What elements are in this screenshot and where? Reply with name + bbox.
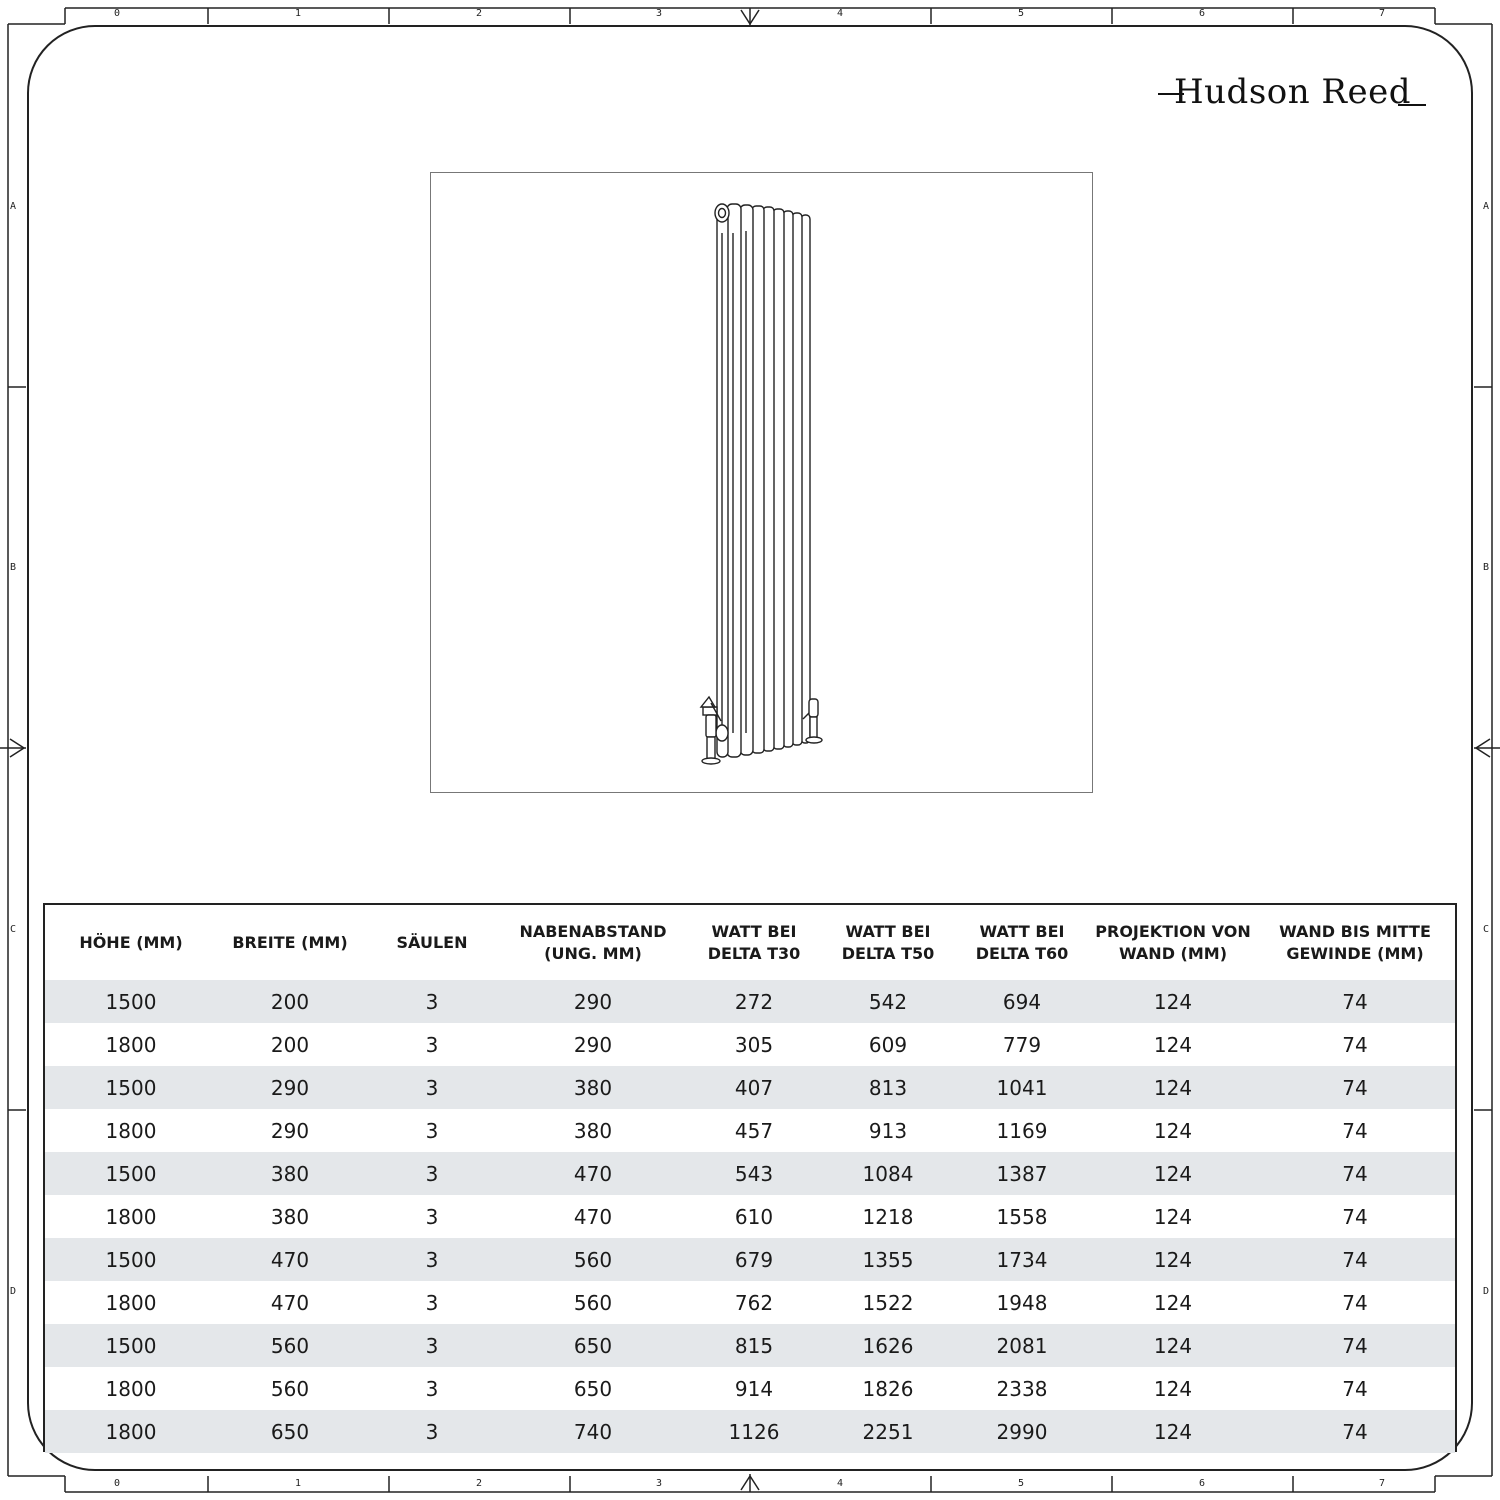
- ruler-row-label: B: [1483, 562, 1490, 573]
- ruler-col-label: 4: [837, 1478, 844, 1489]
- column-header-line: DELTA T50: [841, 943, 935, 963]
- table-cell: 1126: [685, 1410, 823, 1453]
- table-cell: 3: [363, 980, 501, 1023]
- table-cell: 380: [573, 1118, 613, 1143]
- ruler-col-label: 6: [1199, 8, 1206, 19]
- table-cell: 1948: [996, 1290, 1048, 1315]
- table-cell: 1500: [45, 1066, 217, 1109]
- table-cell: 305: [734, 1032, 774, 1057]
- table-cell: 1800: [105, 1376, 157, 1401]
- table-cell: 694: [953, 980, 1091, 1023]
- table-cell: 3: [363, 1152, 501, 1195]
- spec-table: [43, 903, 1457, 1452]
- table-header-row: [45, 905, 1455, 980]
- table-cell: 1800: [45, 1410, 217, 1453]
- table-cell: 1558: [996, 1204, 1048, 1229]
- table-cell: 124: [1091, 1152, 1255, 1195]
- table-row: [45, 1324, 1455, 1367]
- column-header: [823, 905, 953, 980]
- ruler-row-label: D: [10, 1286, 17, 1297]
- column-header-line: GEWINDE (MM): [1286, 943, 1424, 963]
- column-header-line: PROJEKTION VON: [1095, 921, 1251, 941]
- table-cell: 470: [270, 1290, 310, 1315]
- table-cell: 290: [573, 1032, 613, 1057]
- table-cell: 1800: [105, 1204, 157, 1229]
- table-cell: 380: [217, 1152, 363, 1195]
- table-cell: 914: [734, 1376, 774, 1401]
- column-header: [1255, 905, 1455, 980]
- ruler-col-label: 1: [295, 1478, 302, 1489]
- table-cell: 3: [425, 1032, 439, 1057]
- table-cell: 650: [501, 1324, 685, 1367]
- table-cell: 74: [1342, 1290, 1368, 1315]
- column-header: [217, 905, 363, 980]
- table-row: [45, 1109, 1455, 1152]
- table-cell: 3: [363, 1066, 501, 1109]
- table-cell: 2338: [996, 1376, 1048, 1401]
- table-cell: 3: [363, 1324, 501, 1367]
- table-cell: 124: [1153, 1376, 1193, 1401]
- table-cell: 2251: [823, 1410, 953, 1453]
- table-cell: 1218: [862, 1204, 914, 1229]
- table-cell: 74: [1342, 1204, 1368, 1229]
- table-cell: 457: [734, 1118, 774, 1143]
- column-header-line: BREITE (MM): [232, 932, 348, 952]
- table-row: [45, 1410, 1455, 1453]
- table-cell: 3: [425, 1376, 439, 1401]
- table-cell: 74: [1342, 1032, 1368, 1057]
- table-cell: 650: [573, 1376, 613, 1401]
- ruler-row-label: C: [1483, 924, 1490, 935]
- ruler-row-label: D: [1483, 1286, 1490, 1297]
- table-cell: 542: [823, 980, 953, 1023]
- ruler-col-label: 1: [295, 8, 302, 19]
- table-cell: 380: [501, 1066, 685, 1109]
- ruler-col-label: 2: [476, 8, 483, 19]
- column-header: [1091, 905, 1255, 980]
- table-cell: 913: [868, 1118, 908, 1143]
- table-cell: 124: [1153, 1290, 1193, 1315]
- table-cell: 290: [270, 1118, 310, 1143]
- ruler-row-label: A: [1483, 201, 1490, 212]
- ruler-col-label: 5: [1018, 1478, 1025, 1489]
- table-cell: 124: [1153, 1204, 1193, 1229]
- table-cell: 74: [1342, 1376, 1368, 1401]
- table-row: [45, 1152, 1455, 1195]
- table-cell: 815: [685, 1324, 823, 1367]
- table-cell: 779: [1002, 1032, 1042, 1057]
- table-cell: 124: [1091, 1238, 1255, 1281]
- ruler-col-label: 5: [1018, 8, 1025, 19]
- ruler-col-label: 6: [1199, 1478, 1206, 1489]
- table-cell: 610: [734, 1204, 774, 1229]
- table-cell: 2990: [953, 1410, 1091, 1453]
- table-cell: 762: [734, 1290, 774, 1315]
- ruler-col-label: 7: [1379, 8, 1386, 19]
- table-cell: 272: [685, 980, 823, 1023]
- ruler-row-label: C: [10, 924, 17, 935]
- table-cell: 407: [685, 1066, 823, 1109]
- brand-logo: [1158, 72, 1428, 116]
- table-row: [45, 1238, 1455, 1281]
- column-header: [501, 905, 685, 980]
- table-cell: 1826: [862, 1376, 914, 1401]
- table-cell: 290: [501, 980, 685, 1023]
- column-header: [953, 905, 1091, 980]
- spec-table-grid: [45, 905, 1455, 1453]
- column-header-line: SÄULEN: [396, 932, 468, 952]
- table-cell: 124: [1153, 1032, 1193, 1057]
- table-cell: 543: [685, 1152, 823, 1195]
- table-row: [45, 1281, 1455, 1324]
- product-image-frame: [430, 172, 1093, 793]
- table-cell: 74: [1342, 1118, 1368, 1143]
- table-cell: 74: [1255, 1324, 1455, 1367]
- table-row: [45, 1367, 1455, 1410]
- ruler-col-label: 3: [656, 1478, 663, 1489]
- table-cell: 470: [573, 1204, 613, 1229]
- table-cell: 470: [501, 1152, 685, 1195]
- table-cell: 124: [1091, 1410, 1255, 1453]
- column-header-line: WAND BIS MITTE: [1279, 921, 1431, 941]
- ruler-col-label: 3: [656, 8, 663, 19]
- table-cell: 470: [217, 1238, 363, 1281]
- table-cell: 609: [868, 1032, 908, 1057]
- table-cell: 124: [1091, 980, 1255, 1023]
- table-row: [45, 1195, 1455, 1238]
- ruler-col-label: 7: [1379, 1478, 1386, 1489]
- table-cell: 1800: [105, 1032, 157, 1057]
- table-cell: 2081: [953, 1324, 1091, 1367]
- table-cell: 200: [217, 980, 363, 1023]
- table-body: [45, 980, 1455, 1453]
- table-cell: 1734: [953, 1238, 1091, 1281]
- table-cell: 1626: [823, 1324, 953, 1367]
- column-header: [363, 905, 501, 980]
- table-cell: 74: [1255, 980, 1455, 1023]
- column-header-line: WATT BEI: [979, 921, 1065, 941]
- column-header-line: DELTA T30: [707, 943, 801, 963]
- table-cell: 560: [501, 1238, 685, 1281]
- table-cell: 3: [425, 1204, 439, 1229]
- table-cell: 124: [1091, 1324, 1255, 1367]
- column-header-line: WATT BEI: [711, 921, 797, 941]
- table-cell: 1500: [45, 1238, 217, 1281]
- table-cell: 290: [217, 1066, 363, 1109]
- table-cell: 3: [363, 1410, 501, 1453]
- table-cell: 1387: [953, 1152, 1091, 1195]
- brand-name: Hudson Reed: [1174, 72, 1412, 112]
- table-cell: 200: [270, 1032, 310, 1057]
- table-cell: 124: [1153, 1118, 1193, 1143]
- table-cell: 1500: [45, 1324, 217, 1367]
- column-header-line: DELTA T60: [975, 943, 1069, 963]
- table-cell: 3: [425, 1118, 439, 1143]
- table-cell: 1500: [45, 980, 217, 1023]
- table-cell: 1169: [996, 1118, 1048, 1143]
- table-cell: 1522: [862, 1290, 914, 1315]
- column-header: [45, 905, 217, 980]
- column-header-line: (UNG. MM): [544, 943, 642, 963]
- table-cell: 560: [573, 1290, 613, 1315]
- table-cell: 1041: [953, 1066, 1091, 1109]
- table-cell: 1800: [105, 1290, 157, 1315]
- table-cell: 3: [363, 1238, 501, 1281]
- table-row: [45, 1023, 1455, 1066]
- table-cell: 3: [425, 1290, 439, 1315]
- column-radiator-drawing-icon: [431, 173, 1092, 792]
- table-cell: 1800: [105, 1118, 157, 1143]
- table-cell: 740: [501, 1410, 685, 1453]
- ruler-row-label: B: [10, 562, 17, 573]
- table-cell: 560: [270, 1376, 310, 1401]
- table-cell: 74: [1255, 1238, 1455, 1281]
- ruler-col-label: 0: [114, 8, 121, 19]
- table-cell: 650: [217, 1410, 363, 1453]
- table-cell: 380: [270, 1204, 310, 1229]
- table-cell: 74: [1255, 1066, 1455, 1109]
- ruler-row-label: A: [10, 201, 17, 212]
- ruler-col-label: 2: [476, 1478, 483, 1489]
- table-cell: 679: [685, 1238, 823, 1281]
- table-row: [45, 1066, 1455, 1109]
- table-cell: 1355: [823, 1238, 953, 1281]
- table-cell: 1500: [45, 1152, 217, 1195]
- ruler-col-label: 0: [114, 1478, 121, 1489]
- table-cell: 560: [217, 1324, 363, 1367]
- table-cell: 1084: [823, 1152, 953, 1195]
- column-header-line: NABENABSTAND: [519, 921, 667, 941]
- table-cell: 74: [1255, 1410, 1455, 1453]
- column-header-line: WAND (MM): [1118, 943, 1228, 963]
- ruler-col-label: 4: [837, 8, 844, 19]
- table-cell: 124: [1091, 1066, 1255, 1109]
- column-header-line: WATT BEI: [845, 921, 931, 941]
- table-cell: 813: [823, 1066, 953, 1109]
- column-header-line: HÖHE (MM): [79, 932, 183, 952]
- table-cell: 74: [1255, 1152, 1455, 1195]
- column-header: [685, 905, 823, 980]
- table-row: [45, 980, 1455, 1023]
